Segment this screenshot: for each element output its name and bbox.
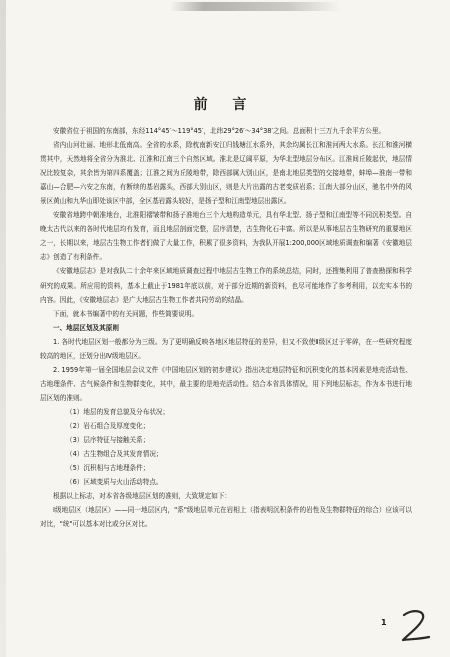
criteria-item: （1）地层的发育总貌及分布状况； [66, 407, 170, 416]
section-heading: 一、地层区划及其原则 [53, 323, 119, 332]
closing-paragraph-1: 根据以上标志，对本省各级地层区划的准则，大致规定如下： [53, 492, 232, 501]
paragraph-geography: 省内山河壮丽、地形北低南高。全省的水系，除枕南新安江归钱塘江水系外，其余均属长江和淮河两大水系。长江和淮河横贯其中，天然地将全省分为淮北、江淮和江南三个自然区域。淮北是辽阔平原，为华北型地层分布区。江淮间丘陵起伏，地层情况比较复杂，其余皆为第四系覆盖；江淮之间为丘陵地带，除西部属大别山区，是南北地层类型的交接地带，蚌埠—淮南一带和嘉山—合肥—六安之东南，有断续的基岩露头，西部大别山区，则是大片出露的古老变质岩系；江南大部分山区，驰名中外的风景区黄山和九华山即处该区中部，全区基岩露头较好，是扬子型和江南型地层出露区。 [40, 141, 412, 206]
paragraph-location: 安徽省位于祖国的东南部，东经114°45′～119°45′，北纬29°26′～34°38′之间。总面积十三万九千余平方公里。 [53, 127, 386, 135]
handwritten-page-mark [398, 606, 432, 646]
criteria-item: （5）沉积相与古地理条件； [66, 464, 150, 473]
criteria-item: （2）岩石组合及厚度变化； [66, 421, 150, 430]
rule-paragraph-2: 2. 1959年第一届全国地层会议文件《中国地层区划的初步建议》指出决定地层特征和沉积变化的基本因素是地壳活动性、古地理条件、古气候条件和生物群变化，其中，最主要的是地壳活动性。结合本省具体情况，用下列地层标志，作为本书进行地层区划的准则。 [40, 365, 412, 402]
paragraph-notes-intro: 下面，就本书编著中的有关问题，作些简要说明。 [53, 309, 199, 318]
page-title: 前 言 [193, 97, 257, 113]
closing-paragraph-2: Ⅰ级地层区（地层区）——同一地层区内，"系"级地层单元在岩相上（指表明沉积条件的岩性及生物群特征的综合）应该可以对比，"统"可以基本对比或分区对比。 [40, 506, 412, 529]
page-number: 1 [381, 618, 387, 627]
criteria-item: （6）区域变质与火山活动特点。 [66, 478, 163, 487]
paragraph-tectonics: 安徽省地跨中朝准地台，北淮阳褶皱带和扬子准地台三个大地构造单元，具有华北型、扬子型和江南型等不同沉积类型。自晚太古代以来的各时代地层均有发育，而且地层剖面完整，层序清楚，古生物化石丰富。所以是从事地层古生物研究的重要地区之一，长期以来，地层古生物工作者们做了大量工作，积累了很多资料，为我队开展1:200,000区域地质调查和编著《安徽地层志》创造了有利条件。 [40, 211, 412, 262]
criteria-item: （4）古生物组合及其发育情况； [66, 450, 163, 459]
criteria-item: （3）层序特征与接触关系； [66, 436, 150, 445]
document-body [40, 124, 412, 531]
paragraph-summary: 《安徽地层志》是对我队二十余年来区域地质调查过程中地层古生物工作的系统总结，同时，还搜集利用了普查勘探和科学研究的成果。所应用的资料，基本上截止于1981年底以前，对于部分近期的新资料，也尽可能地作了参考利用，以充实本书的内容。因此，《安徽地层志》是广大地层古生物工作者共同劳动的结晶。 [40, 267, 412, 304]
rule-paragraph-1: 1. 各时代地层区划一般都分为三级。为了更明确反映各地区地层特征的差异，但又不致使Ⅱ级区过于零碎，在一些研究程度较高的地区，还划分出Ⅳ级地层区。 [40, 337, 412, 360]
scan-ink-smudge [170, 2, 340, 11]
criteria-list [40, 405, 412, 489]
